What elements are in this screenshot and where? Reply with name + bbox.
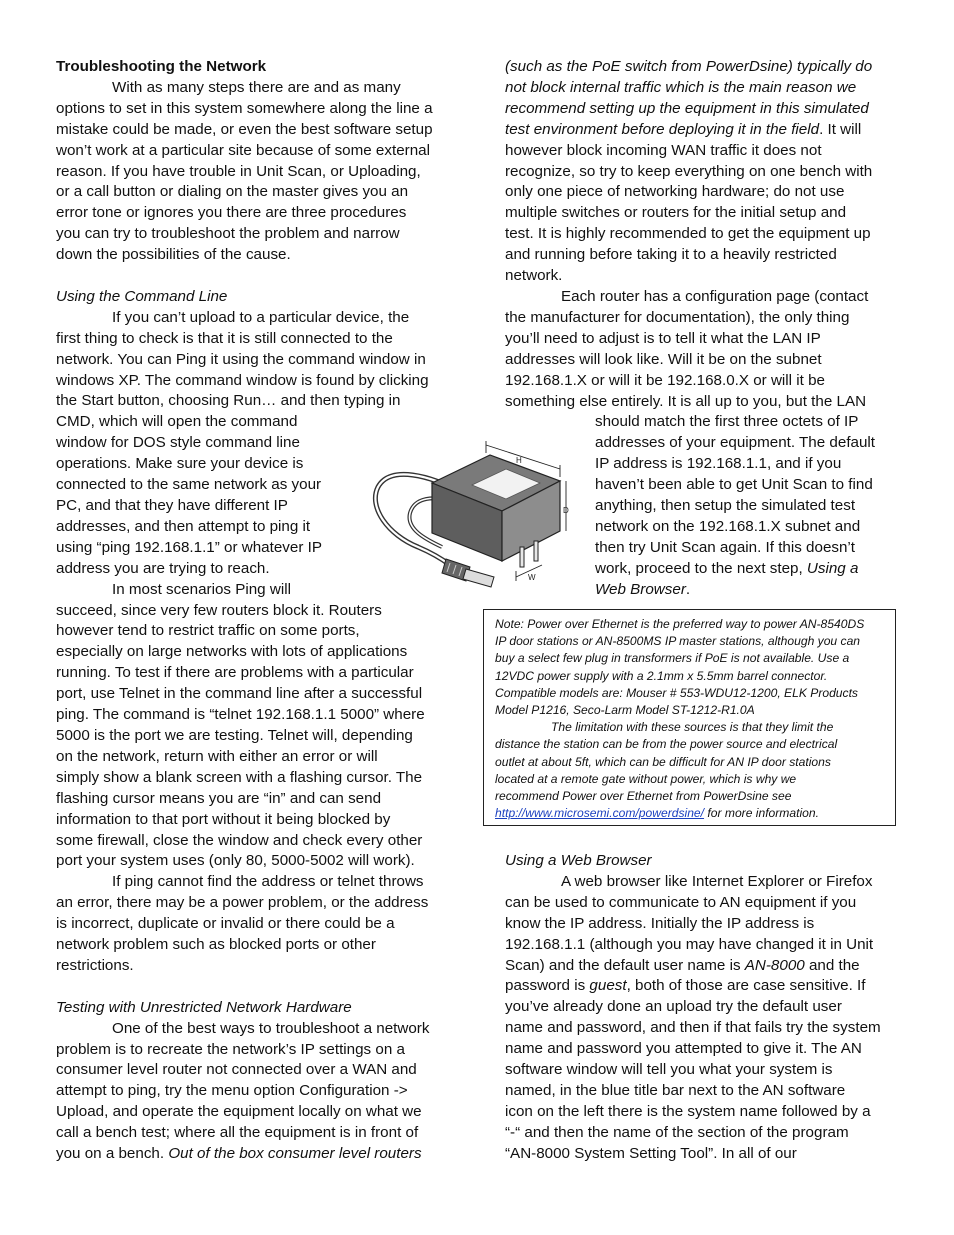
text-line: Each router has a configuration page (contact <box>561 287 869 305</box>
text-line: consumer level router not connected over a WAN and <box>56 1061 417 1079</box>
text-line: you’ll need to adjust is to tell it what the LAN IP <box>505 329 821 347</box>
text-line: Compatible models are: Mouser # 553-WDU12-1200, ELK Products <box>495 685 858 700</box>
power-adapter-illustration <box>370 435 582 603</box>
text-line: attempt to ping, try the menu option Configuration -> <box>56 1082 408 1100</box>
text-line: CMD, which will open the command <box>56 413 298 431</box>
text-line: flashing cursor means you are “in” and can send <box>56 789 382 807</box>
text-line: then try Unit Scan again. If this doesn’t <box>595 538 856 556</box>
text-line: recognize, so try to keep everything on one bench with <box>505 162 873 180</box>
text-line: The limitation with these sources is that they limit the <box>551 720 834 735</box>
text-line: software window will tell you what your system is <box>505 1061 833 1079</box>
text-line: Note: Power over Ethernet is the preferred way to power AN-8540DS <box>495 617 865 631</box>
text-line: icon on the left there is the system name followed by a <box>505 1102 871 1120</box>
text-line: only one piece of networking hardware; do not use <box>505 183 845 201</box>
text-line: mistake could be made, or even the best software setup <box>56 120 433 138</box>
text-line: succeed, since very few routers block it. Routers <box>56 601 382 619</box>
text-line: If you can’t upload to a particular device, the <box>112 308 410 326</box>
text-line: using “ping 192.168.1.1” or whatever IP <box>56 538 322 556</box>
text-line: connected to the same network as your <box>56 476 322 494</box>
note-paragraph-2 <box>495 719 885 805</box>
unrestricted-paragraph <box>56 1019 454 1144</box>
text-line: anything, then setup the simulated test <box>595 497 856 515</box>
text-line: information to that port without it being blocked by <box>56 810 391 828</box>
command-line-paragraph <box>56 308 454 413</box>
router-wrap-text <box>595 412 899 558</box>
text-run-italic: test environment before deploying it in the field <box>505 120 820 138</box>
web-browser-paragraph <box>505 872 899 956</box>
text-line: especially on large networks with lots of applications <box>56 643 408 661</box>
text-line: something else entirely. It is all up to you, but the LAN <box>505 392 867 410</box>
text-run-italic: Using a <box>806 559 859 577</box>
subheading-command-line: Using the Command Line <box>56 287 228 305</box>
note-paragraph <box>495 616 885 719</box>
text-line: the manufacturer for documentation), the only thing <box>505 308 850 326</box>
text-line: not block internal traffic which is the main reason we <box>505 78 857 96</box>
router-paragraph <box>505 287 899 412</box>
text-line: down the possibilities of the cause. <box>56 246 291 264</box>
powerdsine-link[interactable]: http://www.microsemi.com/powerdsine/ <box>495 806 705 821</box>
text-run: and the <box>804 956 860 974</box>
text-line: windows XP. The command window is found by clicking <box>56 371 429 389</box>
text-line: buy a select few plug in transformers if PoE is not available. Use a <box>495 651 850 666</box>
intro-paragraph <box>56 78 454 266</box>
text-line: or a call button or dialing on the master gives you an <box>56 183 409 201</box>
text-line: recommend Power over Ethernet from PowerDsine see <box>495 789 792 804</box>
text-line: recommend setting up the equipment in this simulated <box>505 99 869 117</box>
text-line: problem is to recreate the network’s IP settings on a <box>56 1040 405 1058</box>
text-line: outlet at about 5ft, which can be difficult for AN IP door stations <box>495 754 831 769</box>
text-line: (such as the PoE switch from PowerDsine) typically do <box>505 58 873 75</box>
left-column <box>56 57 454 1165</box>
text-line: window for DOS style command line <box>56 434 300 452</box>
text-line: restrictions. <box>56 956 134 974</box>
wan-paragraph <box>505 141 899 287</box>
text-line: IP address is 192.168.1.1, and if you <box>595 455 842 473</box>
adapter-body <box>432 455 560 561</box>
mixed-line <box>505 120 899 141</box>
text-line: operations. Make sure your device is <box>56 455 304 473</box>
text-line: multiple switches or routers for the initial setup and <box>505 204 847 222</box>
ping-paragraph <box>56 601 454 873</box>
text-line: and running before taking it to a heavily restricted <box>505 246 837 264</box>
unrestricted-last-line <box>56 1144 454 1165</box>
text-line: 192.168.1.1 (although you may have changed it in Unit <box>505 935 874 953</box>
note-link-line <box>495 805 885 822</box>
text-line: name and password you attempted to give it. The AN <box>505 1040 862 1058</box>
text-line: addresses, and then attempt to ping it <box>56 517 311 535</box>
text-line: Model P1216, Seco-Larm Model ST-1212-R1.0A <box>495 703 755 718</box>
dimension-label-h: H <box>516 456 522 465</box>
text-line: network on the 192.168.1.X subnet and <box>595 517 861 535</box>
note-box <box>483 609 896 826</box>
text-line: you can try to troubleshoot the problem and narrow <box>56 225 400 243</box>
text-line: won’t work at a particular site because of some external <box>56 141 430 159</box>
text-line: 192.168.1.X or will it be 192.168.0.X or will it be <box>505 371 825 389</box>
text-line: PC, and that they have different IP <box>56 497 288 515</box>
text-line: options to set in this system somewhere along the line a <box>56 99 433 117</box>
subheading-web-browser: Using a Web Browser <box>505 852 652 869</box>
text-line: distance the station can be from the power source and electrical <box>495 737 838 752</box>
text-run-italic: guest <box>589 977 627 995</box>
text-line: located at a remote gate without power, which is why we <box>495 771 797 786</box>
dimension-label-w: W <box>528 573 536 582</box>
text-line: error tone or ignores you there are three procedures <box>56 204 407 222</box>
text-line: If ping cannot find the address or telnet throws <box>112 873 424 891</box>
text-line: One of the best ways to troubleshoot a network <box>112 1019 430 1037</box>
text-line: name and password, and then if that fails try the system <box>505 1019 881 1037</box>
text-line: however tend to restrict traffic on some ports, <box>56 622 360 640</box>
text-line: Upload, and operate the equipment locally on what we <box>56 1103 422 1121</box>
command-line-wrap-text <box>56 412 338 600</box>
router-wrap-last <box>595 559 899 580</box>
text-line: In most scenarios Ping will <box>112 580 291 598</box>
dimension-label-d: D <box>563 506 569 515</box>
section-heading: Troubleshooting the Network <box>56 58 267 75</box>
text-line: “AN-8000 System Setting Tool”. In all of our <box>505 1144 797 1162</box>
barrel-connector <box>442 559 494 587</box>
text-line: first thing to check is that it is still connected to the <box>56 329 393 347</box>
text-line: however block incoming WAN traffic it does not <box>505 141 822 159</box>
text-line: port, use Telnet in the command line after a successful <box>56 685 423 703</box>
text-line: 5000 is the port we are testing. Telnet will, depending <box>56 726 413 744</box>
text-run: you on a bench. <box>56 1145 169 1163</box>
italic-continuation <box>505 57 899 120</box>
text-run-italic: Out of the box consumer level routers <box>168 1145 422 1163</box>
text-line: network. <box>505 267 563 285</box>
web-pass-line <box>505 976 899 997</box>
text-line: 12VDC power supply with a 2.1mm x 5.5mm barrel connector. <box>495 668 828 683</box>
text-line: is incorrect, duplicate or invalid or there could be a <box>56 915 395 933</box>
web-user-line <box>505 956 899 977</box>
text-line: network problem such as blocked ports or other <box>56 936 376 954</box>
text-line: an error, there may be a power problem, or the address <box>56 894 429 912</box>
text-run-italic: Web Browser <box>595 580 686 598</box>
text-run: Scan) and the default user name is <box>505 956 745 974</box>
text-line: “-“ and then the name of the section of the program <box>505 1123 849 1141</box>
text-line: call a bench test; where all the equipment is in front of <box>56 1124 419 1142</box>
text-run-italic: AN-8000 <box>744 956 805 974</box>
text-run: work, proceed to the next step, <box>595 559 807 577</box>
text-run: . <box>685 580 691 598</box>
text-line: named, in the blue title bar next to the AN software <box>505 1081 846 1099</box>
ping-fail-paragraph <box>56 872 454 977</box>
text-run: , both of those are case sensitive. If <box>626 977 866 995</box>
text-line: test. It is highly recommended to get the equipment up <box>505 225 871 243</box>
text-line: you’ve already done an upload try the default user <box>505 998 842 1016</box>
text-line: know the IP address. Initially the IP address is <box>505 914 815 932</box>
right-column-lower <box>505 851 899 1165</box>
text-line: port your system uses (only 80, 5000-5002 will work). <box>56 852 415 870</box>
text-line: ping. The command is “telnet 192.168.1.1 5000” where <box>56 706 425 724</box>
text-line: addresses will look like. Will it be on the subnet <box>505 350 822 368</box>
router-wrap-last2 <box>595 580 899 601</box>
text-line: running. To test if there are problems with a particular <box>56 664 414 682</box>
text-line: some firewall, close the window and check every other <box>56 831 423 849</box>
text-line: addresses of your equipment. The default <box>595 434 876 452</box>
text-line: A web browser like Internet Explorer or Firefox <box>561 872 873 890</box>
text-line: simply show a blank screen with a flashing cursor. The <box>56 768 423 786</box>
text-line: reason. If you have trouble in Unit Scan, or Uploading, <box>56 162 421 180</box>
text-run: password is <box>505 977 590 995</box>
text-line: on the network, return with either an error or will <box>56 747 378 765</box>
text-line: haven’t been able to get Unit Scan to find <box>595 476 873 494</box>
text-line: should match the first three octets of IP <box>595 413 859 431</box>
text-run: . It will <box>819 120 862 138</box>
text-run: for more information. <box>704 806 819 821</box>
text-line: can be used to communicate to AN equipment if you <box>505 893 857 911</box>
text-line: address you are trying to reach. <box>56 559 270 577</box>
web-browser-paragraph-2 <box>505 997 899 1164</box>
text-line: With as many steps there are and as many <box>112 78 401 96</box>
subheading-unrestricted-hardware: Testing with Unrestricted Network Hardware <box>56 998 352 1016</box>
text-line: IP door stations or AN-8500MS IP master stations, although you can <box>495 634 861 649</box>
text-line: network. You can Ping it using the command window in <box>56 350 426 368</box>
text-line: the Start button, choosing Run… and then typing in <box>56 392 401 410</box>
